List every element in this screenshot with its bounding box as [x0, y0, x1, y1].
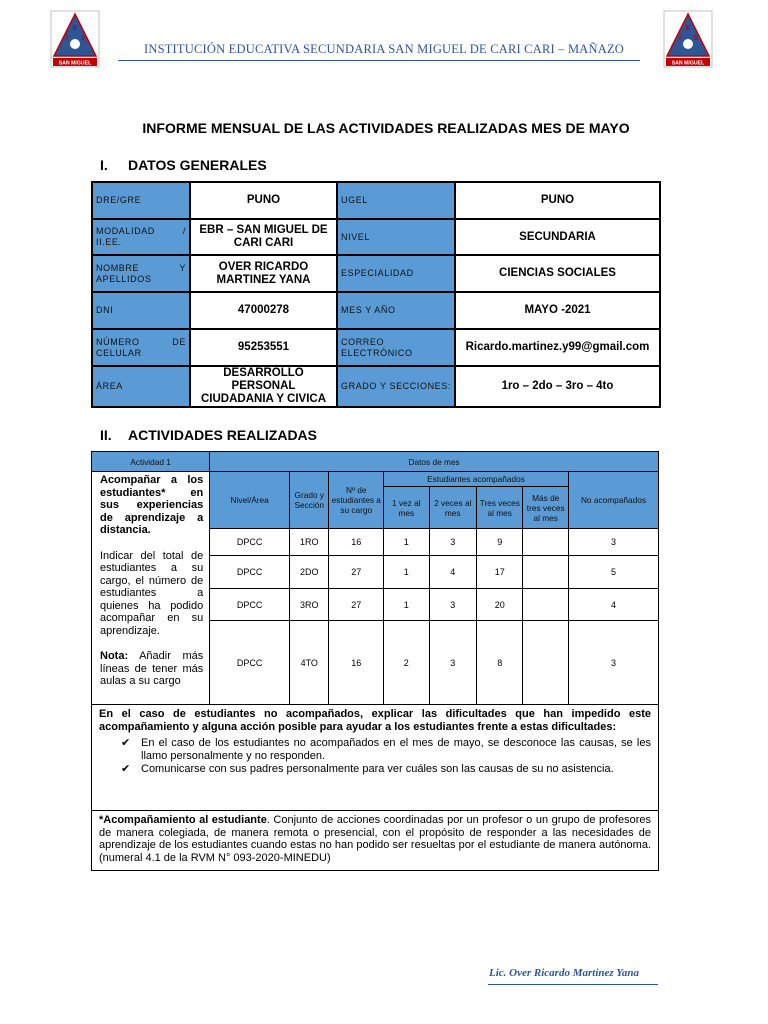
list-item: [121, 763, 651, 776]
nombre-label: NOMBRE Y APELLIDOS: [92, 255, 190, 292]
section-number: I.: [100, 157, 108, 173]
col-tres-veces: Tres veces al mes: [476, 487, 522, 529]
dre-label: DRE/GRE: [92, 182, 190, 219]
row-dos: 3: [429, 529, 476, 556]
section-activities-heading: [100, 427, 317, 443]
row-num: 27: [329, 556, 384, 589]
row-tres: 8: [476, 621, 522, 705]
difficulties-list: [99, 737, 651, 776]
row-dos: 3: [429, 589, 476, 621]
check-icon: ✔: [121, 737, 131, 749]
nivel-label: NIVEL: [337, 219, 455, 255]
correo-label: CORREO ELECTRÓNICO: [337, 329, 455, 366]
row-una: 1: [384, 556, 429, 589]
row-grado: 3RO: [290, 589, 329, 621]
row-nivel: DPCC: [210, 556, 290, 589]
list-item: [121, 737, 651, 762]
row-mas: [523, 529, 568, 556]
general-data-table: [91, 181, 661, 408]
logo-caption: SAN MIGUEL: [671, 60, 705, 67]
section-number: II.: [100, 427, 112, 443]
correo-value: Ricardo.martinez.y99@gmail.com: [455, 329, 660, 366]
especialidad-label: ESPECIALIDAD: [337, 255, 455, 292]
row-mas: [523, 589, 568, 621]
row-grado: 2DO: [290, 556, 329, 589]
logo-letter-i: I: [679, 35, 681, 42]
row-no: 5: [568, 556, 658, 589]
col-num-estudiantes: Nº de estudiantes a su cargo: [329, 472, 384, 529]
dni-label: DNI: [92, 292, 190, 329]
row-dos: 4: [429, 556, 476, 589]
col-no-acompanados: No acompañados: [568, 472, 658, 529]
datos-mes-header: Datos de mes: [210, 452, 659, 472]
celular-value: 95253551: [190, 329, 337, 366]
mes-label: MES Y AÑO: [337, 292, 455, 329]
activity-description: [92, 472, 210, 705]
nivel-value: SECUNDARIA: [455, 219, 660, 255]
grado-label: GRADO Y SECCIONES:: [337, 366, 455, 407]
logo-letter-s: S: [80, 35, 86, 42]
celular-label: NÚMERO DE CELULAR: [92, 329, 190, 366]
area-value: DESARROLLO PERSONAL CIUDADANIA Y CIVICA: [190, 366, 337, 407]
report-title: INFORME MENSUAL DE LAS ACTIVIDADES REALIZADAS MES DE MAYO: [142, 120, 630, 136]
col-nivel: Nivel/Área: [210, 472, 290, 529]
row-nivel: DPCC: [210, 589, 290, 621]
section-title: DATOS GENERALES: [128, 157, 267, 173]
col-mas-tres: Más de tres veces al mes: [523, 487, 568, 529]
area-label: ÁREA: [92, 366, 190, 407]
dre-value: PUNO: [190, 182, 337, 219]
footnote-text: . Conjunto de acciones coordinadas por un profesor o un grupo de profesores de manera colegiada, de manera remota o presencial, con el propósito de responder a las necesidades de aprendizaje de los estudiantes cuando estas no han podido ser resueltas por el estudiante de manera autónoma. (numeral 4.1 de la RVM N° 093-2020-MINEDU): [99, 814, 651, 864]
especialidad-value: CIENCIAS SOCIALES: [455, 255, 660, 292]
dni-value: 47000278: [190, 292, 337, 329]
col-grado: Grado y Sección: [290, 472, 329, 529]
logo-letter-s: S: [693, 35, 699, 42]
row-tres: 17: [476, 556, 522, 589]
footer-author: Lic. Over Ricardo Martinez Yana: [489, 967, 640, 979]
section-general-heading: [100, 157, 267, 173]
difficulty-text: Comunicarse con sus padres personalmente para ver cuáles son las causas de su no asistencia.: [141, 763, 614, 775]
col-una-vez: 1 vez al mes: [384, 487, 429, 529]
row-una: 1: [384, 529, 429, 556]
logo-letter-e: E: [72, 25, 78, 32]
logo-letter-i: I: [66, 35, 68, 42]
row-una: 2: [384, 621, 429, 705]
activity-instruction: Indicar del total de estudiantes a su cargo, el número de estudiantes a quienes ha podido acompañar en su aprendizaje.: [100, 549, 204, 637]
row-num: 16: [329, 529, 384, 556]
row-mas: [523, 621, 568, 705]
note-text: Añadir más líneas de tener más aulas a su cargo: [100, 650, 204, 687]
row-no: 3: [568, 621, 658, 705]
section-title: ACTIVIDADES REALIZADAS: [128, 427, 318, 443]
ugel-value: PUNO: [455, 182, 660, 219]
row-num: 16: [329, 621, 384, 705]
footnote-term: *Acompañamiento al estudiante: [99, 814, 267, 826]
col-dos-veces: 2 veces al mes: [429, 487, 476, 529]
row-dos: 3: [429, 621, 476, 705]
school-logo-left: [50, 10, 100, 68]
activity-label: Actividad 1: [92, 452, 210, 472]
difficulties-cell: [92, 705, 659, 811]
ugel-label: UGEL: [337, 182, 455, 219]
row-nivel: DPCC: [210, 529, 290, 556]
header-divider: [118, 60, 640, 61]
grado-value: 1ro – 2do – 3ro – 4to: [455, 366, 660, 407]
modalidad-value: EBR – SAN MIGUEL DE CARI CARI: [190, 219, 337, 255]
difficulties-prompt: En el caso de estudiantes no acompañados, explicar las dificultades que han impedido este acompañamiento y alguna acción posible para ayudar a los estudiantes frente a estas dificultades:: [99, 708, 651, 733]
row-no: 4: [568, 589, 658, 621]
logo-caption: SAN MIGUEL: [58, 60, 92, 67]
row-tres: 9: [476, 529, 522, 556]
note-label: Nota:: [100, 650, 129, 662]
col-acompanados: Estudiantes acompañados: [384, 472, 569, 487]
row-num: 27: [329, 589, 384, 621]
mes-value: MAYO -2021: [455, 292, 660, 329]
row-nivel: DPCC: [210, 621, 290, 705]
difficulty-text: En el caso de los estudiantes no acompañados en el mes de mayo, se desconoce las causas, se les llamo personalmente y no responden.: [141, 737, 651, 762]
activities-table: [91, 451, 659, 871]
row-no: 3: [568, 529, 658, 556]
logo-letter-e: E: [685, 25, 691, 32]
footnote-cell: [92, 811, 659, 871]
row-grado: 4TO: [290, 621, 329, 705]
activity-goal: Acompañar a los estudiantes* en sus experiencias de aprendizaje a distancia.: [100, 474, 204, 536]
row-una: 1: [384, 589, 429, 621]
school-logo-right: [663, 10, 713, 68]
nombre-value: OVER RICARDO MARTINEZ YANA: [190, 255, 337, 292]
row-tres: 20: [476, 589, 522, 621]
school-name: INSTITUCIÓN EDUCATIVA SECUNDARIA SAN MIGUEL DE CARI CARI – MAÑAZO: [143, 42, 625, 56]
footer-divider: [488, 984, 658, 985]
row-mas: [523, 556, 568, 589]
row-grado: 1RO: [290, 529, 329, 556]
check-icon: ✔: [121, 763, 131, 775]
modalidad-label: MODALIDAD / II.EE.: [92, 219, 190, 255]
